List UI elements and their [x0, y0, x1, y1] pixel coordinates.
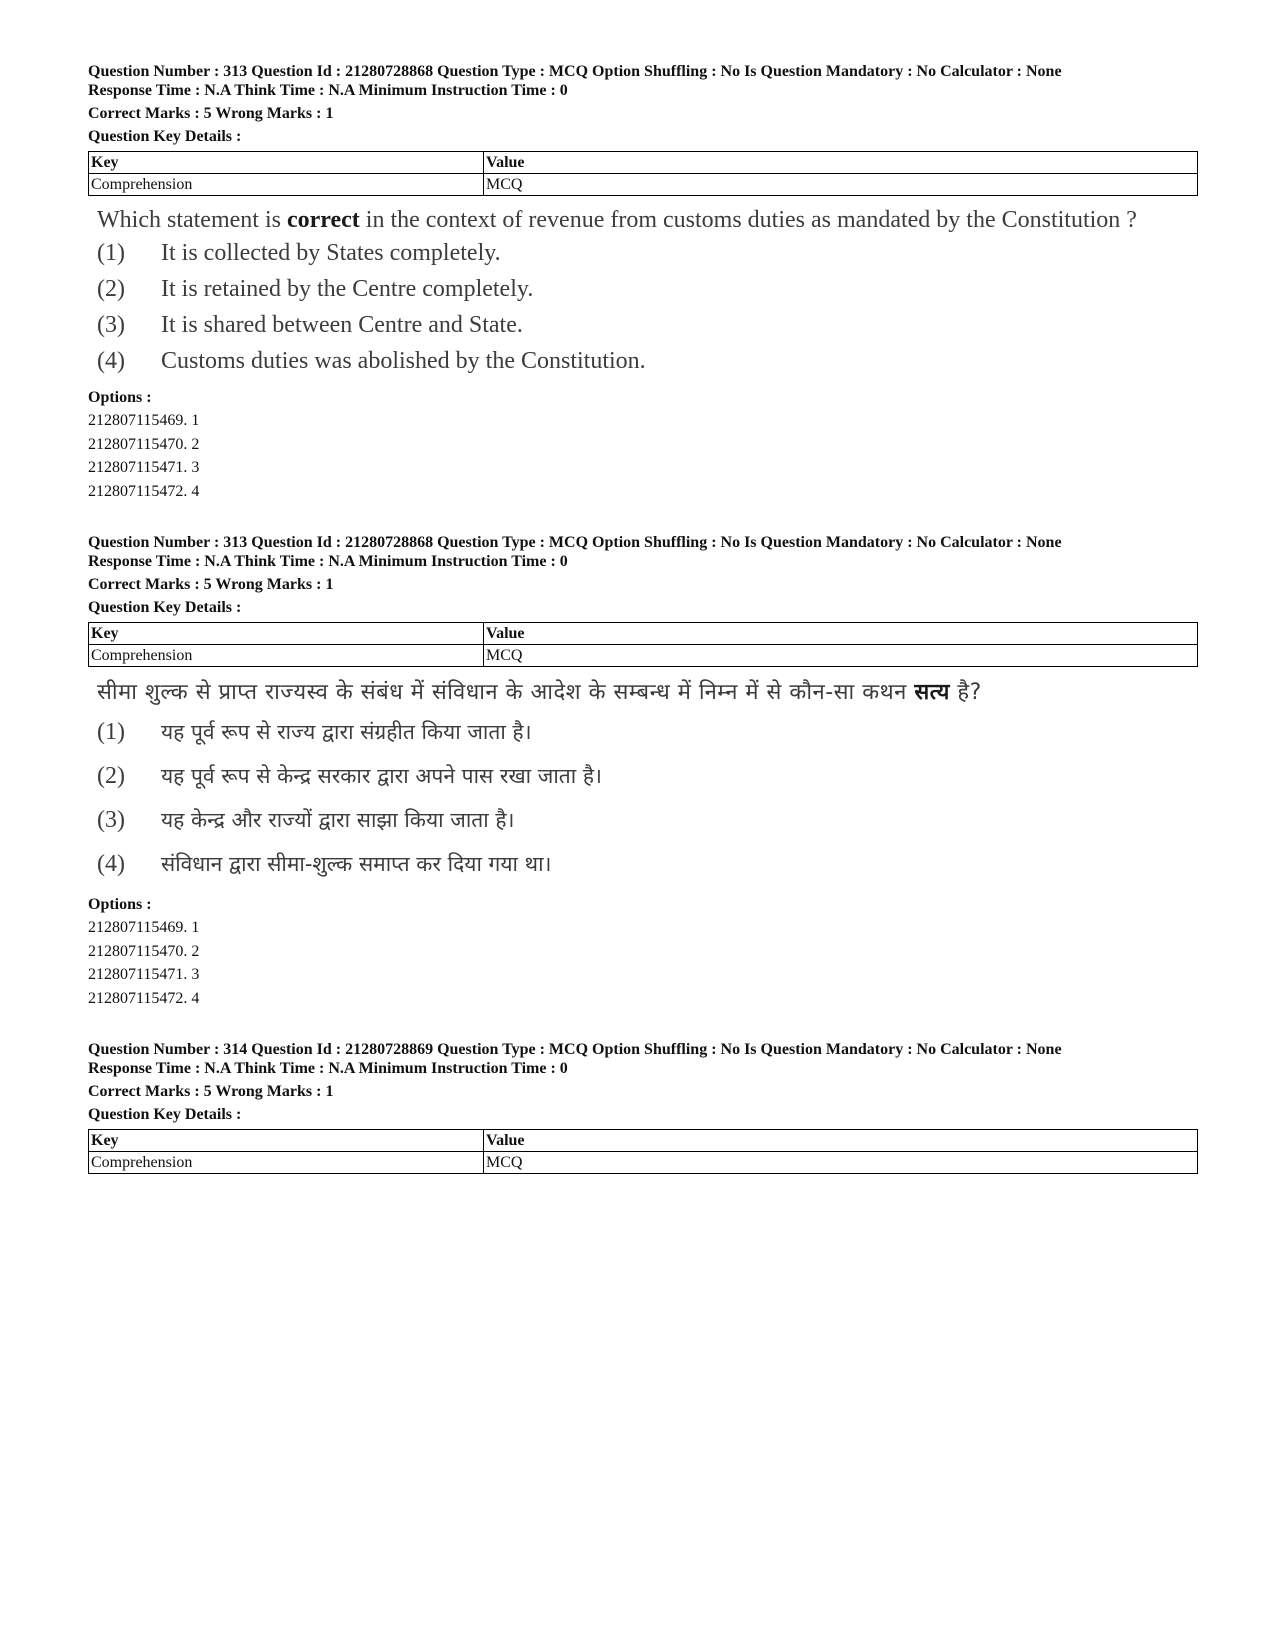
- choice-row: [97, 271, 1198, 307]
- choice-text: यह पूर्व रूप से केन्द्र सरकार द्वारा अपने पास रखा जाता है।: [161, 764, 602, 788]
- choice-text: यह पूर्व रूप से राज्य द्वारा संग्रहीत किया जाता है।: [161, 720, 532, 744]
- table-cell-value: MCQ: [484, 174, 1198, 196]
- table-header-key: Key: [89, 152, 484, 174]
- choice-text: It is collected by States completely.: [161, 240, 501, 266]
- question-meta-line: Question Number : 314 Question Id : 21280728869 Question Type : MCQ Option Shuffling : No Is Question Mandatory : No Calculator : None: [88, 1041, 1062, 1058]
- choice-row: [97, 235, 1198, 271]
- choice-row: [97, 754, 1198, 798]
- table-header-row: [89, 152, 1198, 174]
- marks-line: Correct Marks : 5 Wrong Marks : 1: [88, 1083, 334, 1100]
- choice-number: (3): [97, 807, 125, 833]
- table-cell-key: Comprehension: [89, 174, 484, 196]
- option-item: 212807115472. 4: [88, 482, 200, 500]
- option-item: 212807115469. 1: [88, 919, 200, 936]
- question-meta-line: Question Number : 313 Question Id : 21280728868 Question Type : MCQ Option Shuffling : No Is Question Mandatory : No Calculator : None: [88, 63, 1062, 80]
- key-details-label: Question Key Details :: [88, 1106, 242, 1123]
- question-stem-start: Which statement is: [97, 207, 287, 233]
- table-cell-value: MCQ: [484, 645, 1198, 667]
- choice-number: (2): [97, 276, 125, 302]
- table-cell-value: MCQ: [484, 1152, 1198, 1174]
- choice-number: (2): [97, 763, 125, 789]
- question-block-313-hindi: [88, 533, 1198, 1010]
- key-details-label: Question Key Details :: [88, 599, 242, 616]
- document-page: [88, 62, 1198, 1174]
- choice-text: Customs duties was abolished by the Constitution.: [161, 348, 646, 374]
- option-item: 212807115471. 3: [88, 966, 200, 983]
- question-stem: [97, 205, 1207, 235]
- key-details-table: [88, 622, 1198, 667]
- question-block-314: [88, 1040, 1198, 1174]
- choice-row: [97, 307, 1198, 343]
- table-header-row: [89, 623, 1198, 645]
- table-row: [89, 645, 1198, 667]
- choice-number: (1): [97, 240, 125, 266]
- choice-row: [97, 343, 1198, 379]
- question-stem-start: सीमा शुल्क से प्राप्त राज्यस्व के संबंध में संविधान के आदेश के सम्बन्ध में निम्न में से कौन-सा कथन: [97, 680, 915, 705]
- table-cell-key: Comprehension: [89, 645, 484, 667]
- option-item: 212807115470. 2: [88, 942, 200, 960]
- option-item: 212807115469. 1: [88, 412, 200, 429]
- choice-row: [97, 842, 1198, 886]
- marks-line: Correct Marks : 5 Wrong Marks : 1: [88, 105, 334, 122]
- choice-text: यह केन्द्र और राज्यों द्वारा साझा किया जाता है।: [161, 808, 515, 832]
- option-item: 212807115470. 2: [88, 435, 200, 453]
- choice-text: It is retained by the Centre completely.: [161, 276, 534, 302]
- question-stem-end: है?: [949, 680, 982, 705]
- table-row: [89, 174, 1198, 196]
- choice-number: (4): [97, 851, 125, 877]
- choice-number: (1): [97, 719, 125, 745]
- table-cell-key: Comprehension: [89, 1152, 484, 1174]
- options-label: Options :: [88, 389, 152, 406]
- question-stem-emphasis: correct: [286, 207, 360, 233]
- option-item: 212807115472. 4: [88, 989, 200, 1007]
- table-header-value: Value: [484, 152, 1198, 174]
- choice-row: [97, 798, 1198, 842]
- question-text-image: [97, 205, 1198, 379]
- table-header-value: Value: [484, 1130, 1198, 1152]
- question-timing-line: Response Time : N.A Think Time : N.A Minimum Instruction Time : 0: [88, 1060, 568, 1077]
- choice-number: (3): [97, 312, 125, 338]
- choice-text: संविधान द्वारा सीमा-शुल्क समाप्त कर दिया गया था।: [161, 852, 552, 876]
- question-stem-end: in the context of revenue from customs duties as mandated by the Constitution ?: [359, 207, 1137, 233]
- choice-row: [97, 710, 1198, 754]
- question-block-313-english: [88, 62, 1198, 503]
- table-header-value: Value: [484, 623, 1198, 645]
- question-stem: [97, 676, 1207, 710]
- table-header-key: Key: [89, 623, 484, 645]
- choice-number: (4): [97, 348, 125, 374]
- table-header-key: Key: [89, 1130, 484, 1152]
- choice-text: It is shared between Centre and State.: [161, 312, 523, 338]
- question-timing-line: Response Time : N.A Think Time : N.A Minimum Instruction Time : 0: [88, 553, 568, 570]
- option-item: 212807115471. 3: [88, 459, 200, 476]
- key-details-label: Question Key Details :: [88, 128, 242, 145]
- table-header-row: [89, 1130, 1198, 1152]
- options-label: Options :: [88, 896, 152, 913]
- question-timing-line: Response Time : N.A Think Time : N.A Minimum Instruction Time : 0: [88, 82, 568, 99]
- question-meta-line: Question Number : 313 Question Id : 21280728868 Question Type : MCQ Option Shuffling : No Is Question Mandatory : No Calculator : None: [88, 534, 1062, 551]
- question-stem-emphasis: सत्य: [914, 680, 950, 705]
- table-row: [89, 1152, 1198, 1174]
- marks-line: Correct Marks : 5 Wrong Marks : 1: [88, 576, 334, 593]
- key-details-table: [88, 1129, 1198, 1174]
- question-text-image: [97, 676, 1198, 886]
- key-details-table: [88, 151, 1198, 196]
